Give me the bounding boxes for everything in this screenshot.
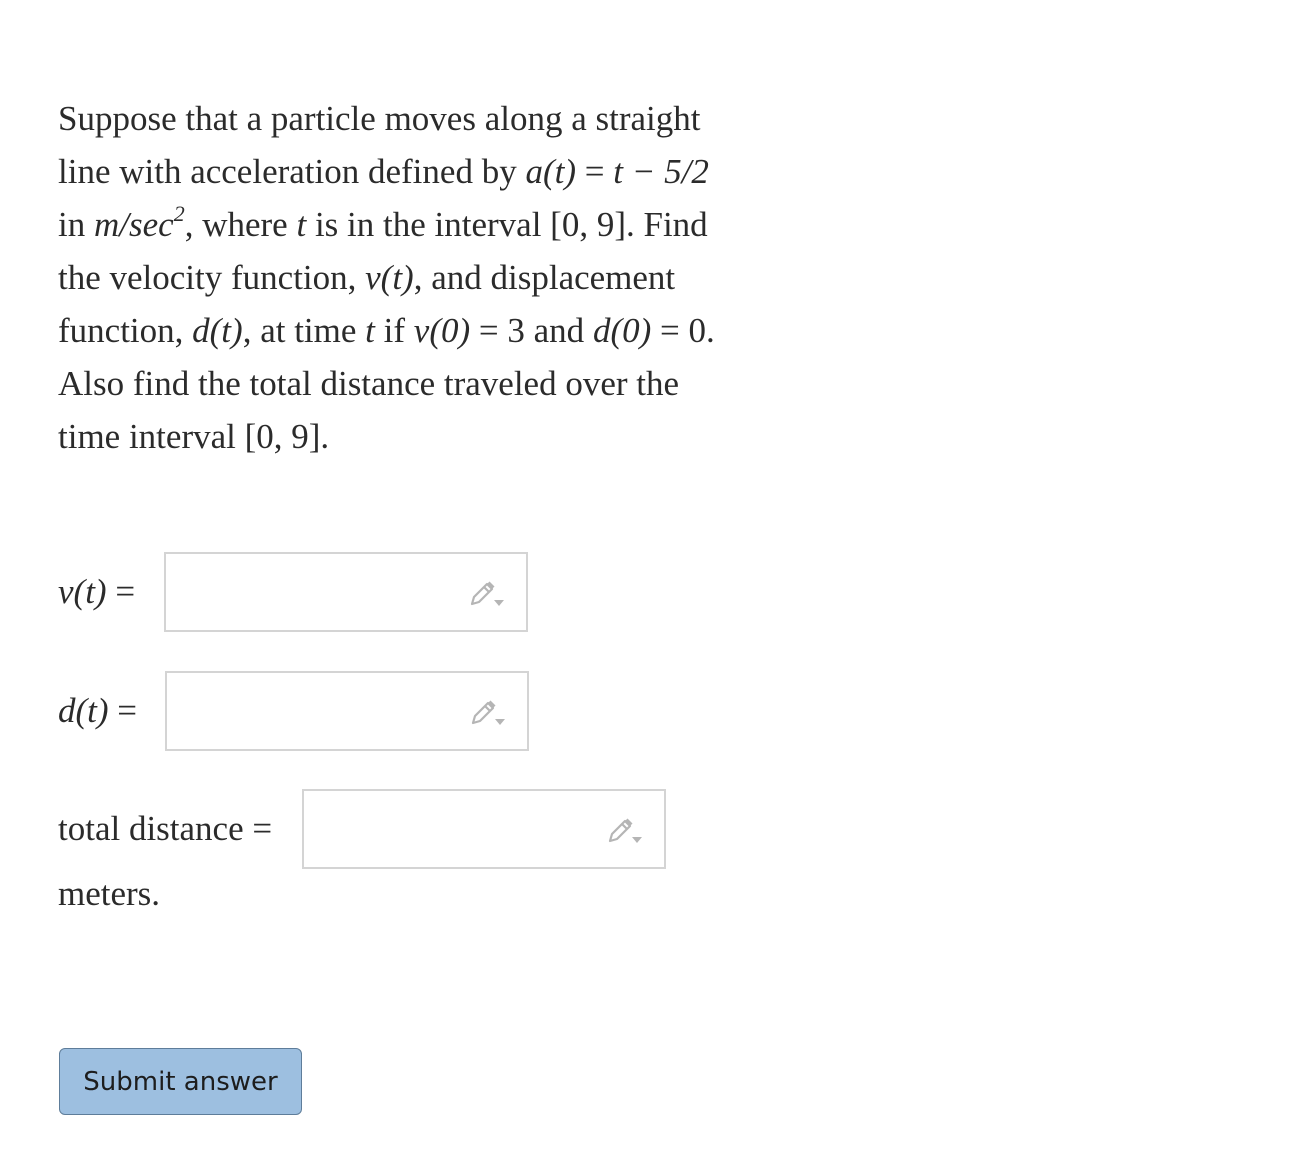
units-label: meters. — [58, 874, 161, 913]
problem-text-part: is in the interval [0, 9]. Find the velocity function, — [58, 205, 708, 297]
answer-equals: = — [252, 809, 273, 848]
problem-statement — [58, 92, 718, 463]
pencil-dropdown-icon[interactable] — [469, 699, 507, 729]
problem-text-part: and — [533, 311, 585, 350]
answer-row-velocity — [58, 552, 528, 632]
answer-label-velocity — [58, 572, 164, 612]
answer-row-displacement — [58, 671, 529, 751]
math-equals-value: = 3 — [478, 311, 525, 350]
total-distance-input[interactable] — [314, 801, 598, 861]
answer-equals: = — [115, 572, 136, 611]
problem-text-part: Also find the total distance traveled over the time interval [0, 9]. — [58, 364, 680, 456]
math-initial-velocity: v(0) — [413, 311, 471, 350]
answer-equals: = — [117, 691, 138, 730]
problem-text-part: in — [58, 205, 86, 244]
answer-row-total-distance — [58, 789, 666, 869]
pencil-dropdown-icon[interactable] — [468, 580, 506, 610]
math-equals-value: = 0. — [660, 311, 715, 350]
problem-text-part: , where — [184, 205, 288, 244]
answer-label-text: total distance — [58, 809, 244, 848]
math-unit — [93, 201, 185, 244]
answer-label-text: v(t) — [58, 572, 107, 611]
answer-label-text: d(t) — [58, 691, 109, 730]
math-equals: = — [584, 152, 605, 191]
displacement-answer-box — [165, 671, 529, 751]
problem-text — [58, 92, 718, 463]
math-initial-displacement: d(0) — [592, 311, 652, 350]
pencil-dropdown-icon[interactable] — [606, 817, 644, 847]
problem-text-part: , and displacement function, — [58, 258, 676, 350]
problem-text-part: Suppose that a particle moves along a straight line with acceleration defined by — [58, 99, 701, 191]
math-variable-t: t — [296, 205, 307, 244]
math-variable-t: t — [365, 311, 375, 350]
problem-text-part: if — [383, 311, 406, 350]
velocity-answer-box — [164, 552, 528, 632]
total-distance-answer-box — [302, 789, 666, 869]
velocity-input[interactable] — [176, 564, 460, 624]
answer-label-displacement — [58, 691, 165, 731]
problem-text-part: , at time — [242, 311, 357, 350]
math-velocity-function: v(t) — [365, 258, 414, 297]
math-displacement-function: d(t) — [192, 311, 243, 350]
math-acceleration-rhs: t − 5/2 — [613, 152, 709, 191]
submit-answer-button[interactable]: Submit answer — [59, 1048, 302, 1115]
answer-label-total-distance — [58, 809, 302, 849]
math-acceleration-lhs: a(t) — [525, 152, 576, 191]
math-unit-base: m/sec — [93, 205, 174, 244]
math-unit-exponent: 2 — [173, 201, 185, 227]
displacement-input[interactable] — [177, 683, 461, 743]
